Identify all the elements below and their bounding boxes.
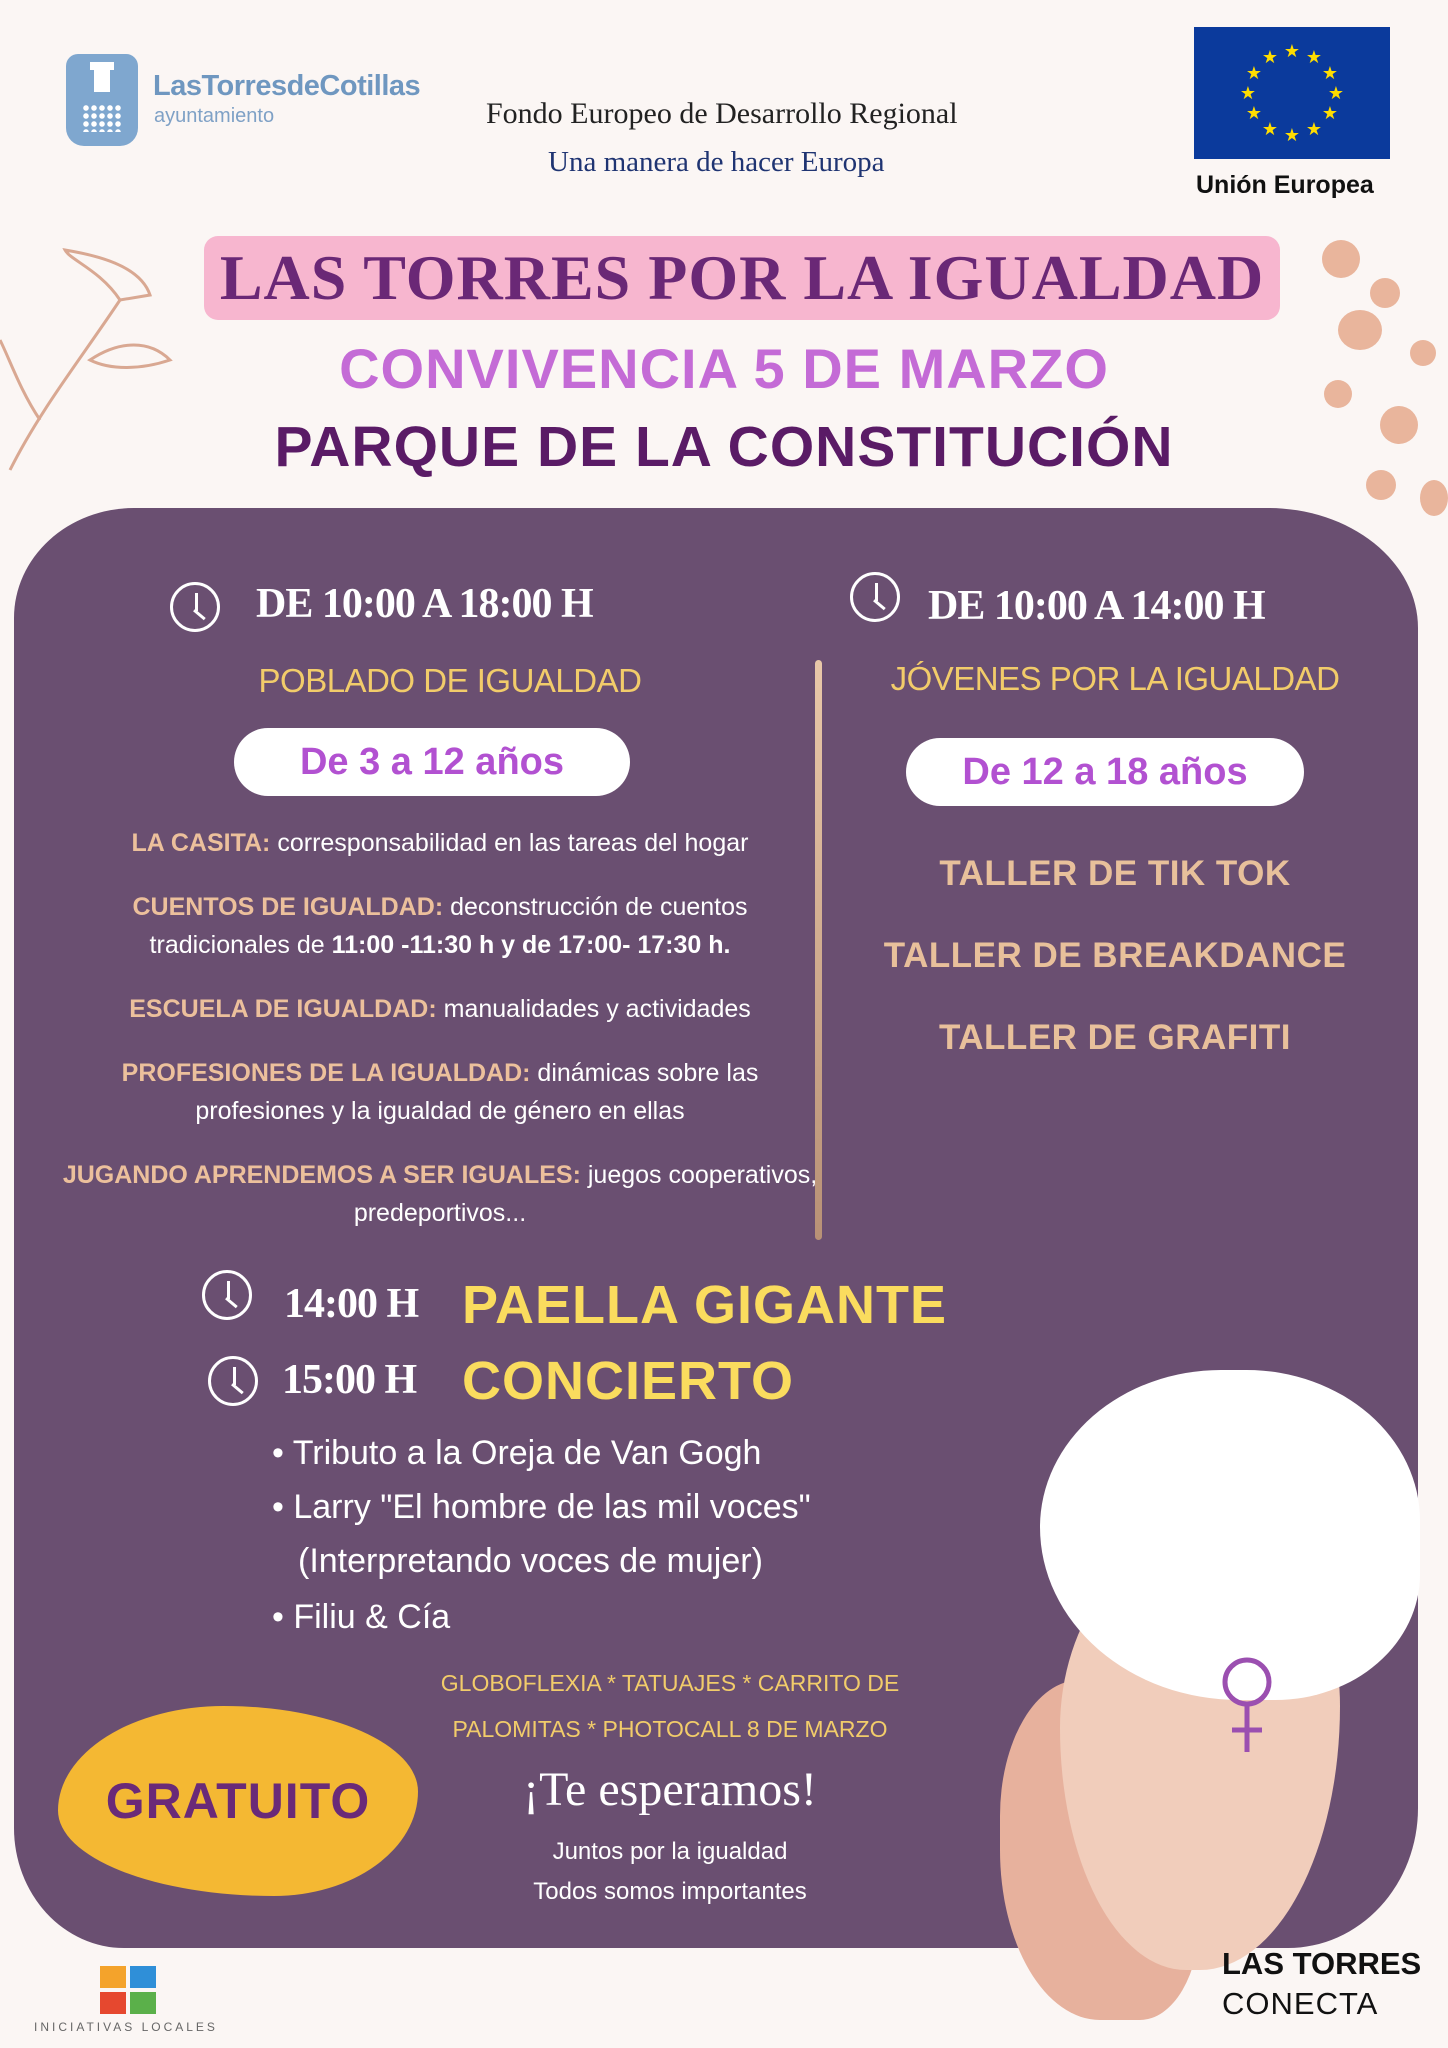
welcome-text: ¡Te esperamos! (523, 1763, 817, 1816)
tagline-line: Juntos por la igualdad (552, 1838, 788, 1865)
event-date: CONVIVENCIA 5 DE MARZO (339, 337, 1109, 400)
female-symbol-earring-icon (1212, 1652, 1282, 1762)
town-logo-subtitle: ayuntamiento (154, 105, 275, 127)
activity-item: PROFESIONES DE LA IGUALDAD: dinámicas sobre las profesiones y la igualdad de género en ellas (121, 1059, 759, 1125)
clock-icon (170, 582, 220, 632)
activity-item: JUGANDO APRENDEMOS A SER IGUALES: juegos cooperativos, predeportivos... (62, 1161, 818, 1227)
town-logo-name: LasTorresdeCotillas (153, 70, 421, 102)
extras-line: PALOMITAS * PHOTOCALL 8 DE MARZO (452, 1716, 888, 1742)
svg-text:★: ★ (1327, 83, 1345, 104)
svg-text:★: ★ (1245, 103, 1263, 124)
svg-text:★: ★ (1283, 41, 1301, 62)
conecta-logo-line1: LAS TORRES (1222, 1946, 1422, 1981)
concert-time: 15:00 H (282, 1357, 417, 1403)
paella-time: 14:00 H (284, 1281, 419, 1327)
concert-event: CONCIERTO (462, 1351, 795, 1411)
paella-event: PAELLA GIGANTE (462, 1275, 947, 1335)
svg-text:★: ★ (1239, 83, 1257, 104)
iniciativas-locales-logo-icon (100, 1966, 158, 2016)
tagline (450, 1832, 890, 1912)
svg-text:★: ★ (1261, 119, 1279, 140)
svg-text:★: ★ (1261, 47, 1279, 68)
right-time: DE 10:00 A 14:00 H (928, 583, 1265, 629)
extras-list (410, 1660, 930, 1752)
left-age-pill: De 3 a 12 años (234, 728, 630, 796)
eu-flag-icon (1194, 27, 1390, 159)
concert-item: • Filiu & Cía (272, 1598, 451, 1636)
activity-item: CUENTOS DE IGUALDAD: deconstrucción de cuentos tradicionales de 11:00 -11:30 h y de 17:00- 17:30 h. (132, 893, 748, 959)
workshop-item: TALLER DE TIK TOK (939, 854, 1291, 893)
conecta-logo-line2: CONECTA (1222, 1986, 1379, 2021)
svg-text:★: ★ (1245, 63, 1263, 84)
clock-icon (850, 572, 900, 622)
svg-text:★: ★ (1305, 119, 1323, 140)
fund-line: Fondo Europeo de Desarrollo Regional (486, 97, 958, 130)
dot-decoration (1420, 480, 1448, 516)
svg-text:★: ★ (1321, 103, 1339, 124)
svg-text:★: ★ (1283, 125, 1301, 146)
concert-item: • Larry "El hombre de las mil voces" (272, 1488, 811, 1526)
concert-item: (Interpretando voces de mujer) (298, 1542, 763, 1580)
left-time: DE 10:00 A 18:00 H (256, 581, 593, 627)
concert-item: • Tributo a la Oreja de Van Gogh (272, 1434, 762, 1472)
town-logo-icon (66, 54, 138, 146)
page-title: LAS TORRES POR LA IGUALDAD (219, 242, 1265, 313)
svg-text:★: ★ (1305, 47, 1323, 68)
free-badge: GRATUITO (105, 1773, 371, 1829)
dot-decoration (1370, 278, 1400, 308)
right-age-pill: De 12 a 18 años (906, 738, 1304, 806)
iniciativas-locales-label: INICIATIVAS LOCALES (34, 2020, 218, 2034)
eu-label: Unión Europea (1196, 171, 1374, 199)
fund-motto: Una manera de hacer Europa (548, 146, 885, 178)
event-location: PARQUE DE LA CONSTITUCIÓN (274, 415, 1174, 479)
left-heading: POBLADO DE IGUALDAD (258, 662, 642, 699)
clock-icon (208, 1356, 258, 1406)
workshop-item: TALLER DE GRAFITI (939, 1018, 1291, 1057)
tagline-line: Todos somos importantes (533, 1878, 807, 1905)
right-heading: JÓVENES POR LA IGUALDAD (890, 660, 1340, 697)
workshop-item: TALLER DE BREAKDANCE (883, 936, 1347, 975)
clock-icon (202, 1270, 252, 1320)
activity-item: LA CASITA: corresponsabilidad en las tareas del hogar (131, 829, 749, 857)
svg-text:★: ★ (1321, 63, 1339, 84)
dot-decoration (1322, 240, 1360, 278)
activity-item: ESCUELA DE IGUALDAD: manualidades y actividades (129, 995, 751, 1023)
extras-line: GLOBOFLEXIA * TATUAJES * CARRITO DE (440, 1670, 900, 1696)
